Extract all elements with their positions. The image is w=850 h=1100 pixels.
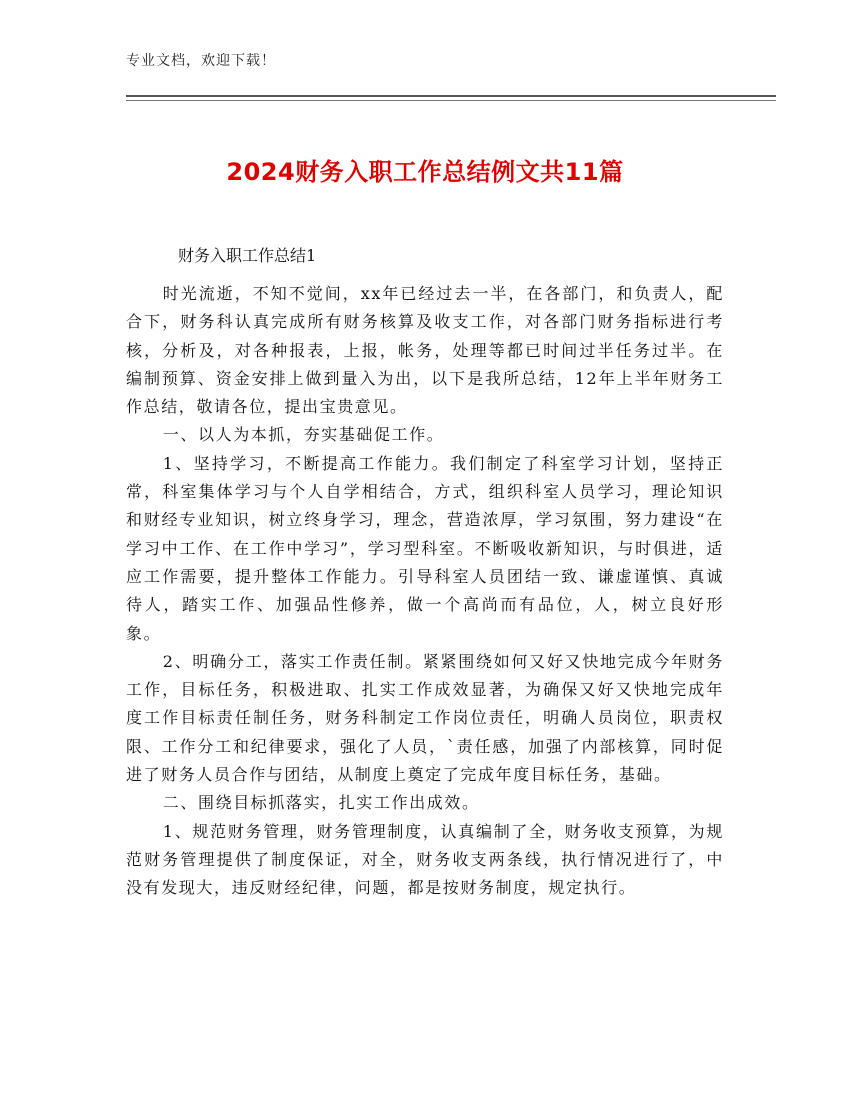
body-paragraph: 时光流逝，不知不觉间，xx年已经过去一半，在各部门，和负责人，配合下，财务科认真完成所有财务核算及收支工作，对各部门财务指标进行考核，分析及，对各种报表，上报，帐务，处理等都已时间过半任务过半。在编制预算、资金安排上做到量入为出，以下是我所总结，12年上半年财务工作总结，敬请各位，提出宝贵意见。 xyxy=(126,284,724,417)
body-paragraph: 1、坚持学习，不断提高工作能力。我们制定了科室学习计划，坚持正常，科室集体学习与个人自学相结合，方式，组织科室人员学习，理论知识和财经专业知识，树立终身学习，理念，营造浓厚，学习氛围，努力建设“在学习中工作、在工作中学习”，学习型科室。不断吸收新知识，与时俱进，适应工作需要，提升整体工作能力。引导科室人员团结一致、谦虚谨慎、真诚待人，踏实工作、加强品性修养，做一个高尚而有品位，人，树立良好形象。 xyxy=(126,453,724,643)
body-paragraph: 一、以人为本抓，夯实基础促工作。 xyxy=(162,425,445,445)
header-divider xyxy=(126,95,776,97)
document-body xyxy=(126,280,724,903)
header-note: 专业文档，欢迎下载！ xyxy=(126,53,276,69)
document-title: 2024财务入职工作总结例文共11篇 xyxy=(226,158,624,186)
body-paragraph: 2、明确分工，落实工作责任制。紧紧围绕如何又好又快地完成今年财务工作，目标任务，积极进取、扎实工作成效显著，为确保又好又快地完成年度工作目标责任制任务，财务科制定工作岗位责任，明确人员岗位，职责权限、工作分工和纪律要求，强化了人员，`责任感，加强了内部核算，同时促进了财务人员合作与团结，从制度上奠定了完成年度目标任务，基础。 xyxy=(126,651,724,785)
body-paragraph: 1、规范财务管理，财务管理制度，认真编制了全，财务收支预算，为规范财务管理提供了制度保证，对全，财务收支两条线，执行情况进行了，中没有发现大，违反财经纪律，问题，都是按财务制度，规定执行。 xyxy=(126,821,724,898)
section-heading: 财务入职工作总结1 xyxy=(178,246,317,265)
header-divider-thin xyxy=(126,100,776,101)
body-paragraph: 二、围绕目标抓落实，扎实工作出成效。 xyxy=(162,793,480,813)
